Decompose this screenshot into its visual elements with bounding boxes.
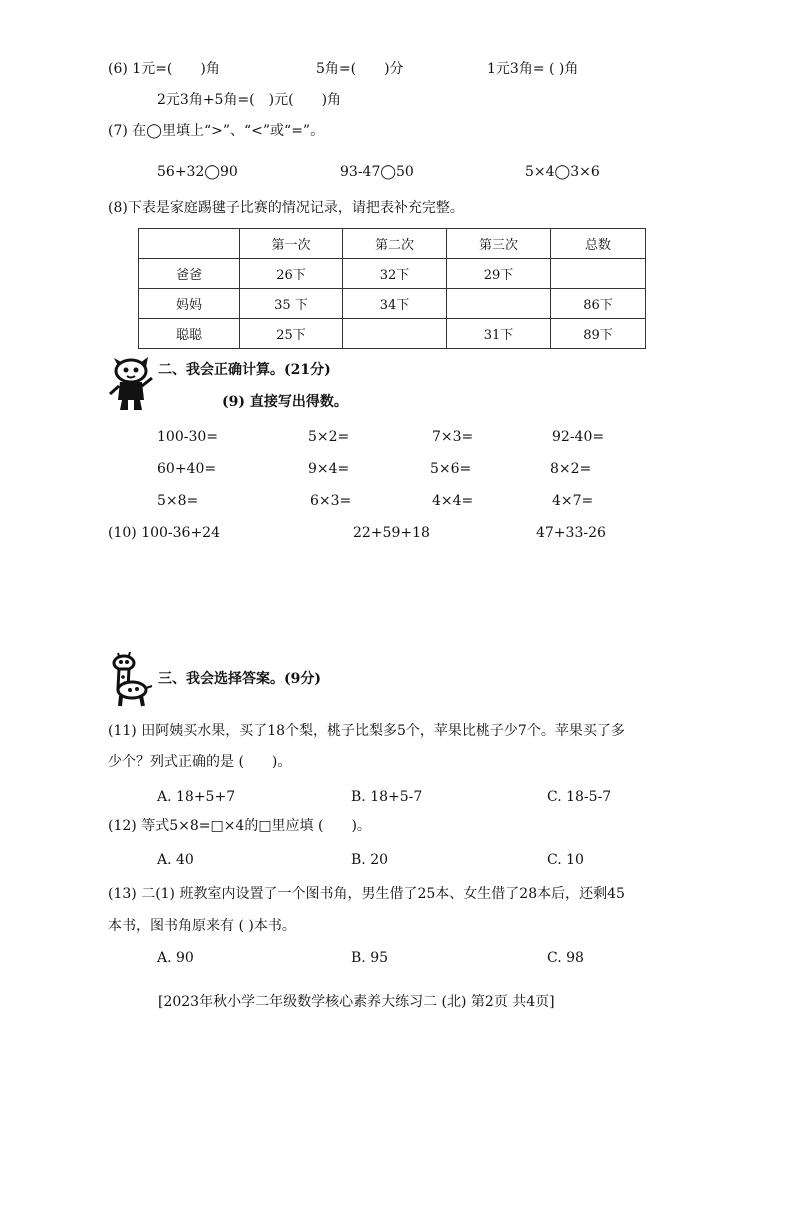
q7-part-c: 5×4◯3×6 <box>525 164 600 180</box>
table-cell: 35 下 <box>240 289 343 319</box>
table-cell: 32下 <box>343 259 447 289</box>
q13-option-a: A. 90 <box>157 950 194 966</box>
q9-item: 5×2= <box>308 429 350 445</box>
table-row <box>139 289 646 319</box>
q12-text: (12) 等式5×8=□×4的□里应填 ( )。 <box>108 818 371 834</box>
table-cell: 34下 <box>343 289 447 319</box>
q7-part-a: 56+32◯90 <box>157 164 238 180</box>
q12-option-b: B. 20 <box>351 852 389 868</box>
q13-line2: 本书，图书角原来有 ( )本书。 <box>108 918 296 934</box>
section3-title: 三、我会选择答案。(9分) <box>158 671 321 687</box>
table-cell-blank[interactable] <box>343 319 447 349</box>
table-cell: 29下 <box>447 259 551 289</box>
q11-option-a: A. 18+5+7 <box>157 789 236 805</box>
table-header-cell <box>139 229 240 259</box>
q9-item: 4×7= <box>552 493 594 509</box>
q6-part-b: 5角=( )分 <box>316 61 404 77</box>
cartoon-giraffe-icon <box>108 650 154 708</box>
table-cell: 妈妈 <box>139 289 240 319</box>
q9-item: 9×4= <box>308 461 350 477</box>
table-cell: 86下 <box>551 289 646 319</box>
q9-item: 6×3= <box>310 493 352 509</box>
table-cell: 聪聪 <box>139 319 240 349</box>
q8-title: (8)下表是家庭踢毽子比赛的情况记录，请把表补充完整。 <box>108 200 464 216</box>
q11-option-b: B. 18+5-7 <box>351 789 423 805</box>
table-header-cell: 第一次 <box>240 229 343 259</box>
q6-part-c: 1元3角= ( )角 <box>487 61 579 77</box>
cartoon-cat-icon <box>106 356 154 414</box>
table-header-cell: 第二次 <box>343 229 447 259</box>
q13-line1: (13) 二(1) 班教室内设置了一个图书角，男生借了25本、女生借了28本后，还剩45 <box>108 886 625 902</box>
q7-title: (7) 在◯里填上“>”、“<”或“=”。 <box>108 123 325 139</box>
q9-item: 5×8= <box>157 493 199 509</box>
table-cell: 31下 <box>447 319 551 349</box>
q10-part-c: 47+33-26 <box>536 525 606 541</box>
table-cell: 爸爸 <box>139 259 240 289</box>
q11-option-c: C. 18-5-7 <box>547 789 612 805</box>
q9-item: 92-40= <box>552 429 605 445</box>
q9-title: (9) 直接写出得数。 <box>222 394 348 410</box>
page-footer: [2023年秋小学二年级数学核心素养大练习二 (北) 第2页 共4页] <box>158 994 555 1010</box>
table-cell: 89下 <box>551 319 646 349</box>
q6-part-d: 2元3角+5角=( )元( )角 <box>157 92 342 108</box>
q11-line2: 少个？列式正确的是 ( )。 <box>108 754 292 770</box>
q12-option-c: C. 10 <box>547 852 584 868</box>
table-header-row <box>139 229 646 259</box>
q9-item: 7×3= <box>432 429 474 445</box>
table-cell-blank[interactable] <box>551 259 646 289</box>
table-row <box>139 319 646 349</box>
q9-item: 4×4= <box>432 493 474 509</box>
q13-option-c: C. 98 <box>547 950 584 966</box>
section2-title: 二、我会正确计算。(21分) <box>158 362 331 378</box>
q11-line1: (11) 田阿姨买水果，买了18个梨，桃子比梨多5个，苹果比桃子少7个。苹果买了多 <box>108 723 625 739</box>
q9-item: 8×2= <box>550 461 592 477</box>
table-cell: 25下 <box>240 319 343 349</box>
q7-part-b: 93-47◯50 <box>340 164 414 180</box>
table-header-cell: 第三次 <box>447 229 551 259</box>
q13-option-b: B. 95 <box>351 950 389 966</box>
table-cell-blank[interactable] <box>447 289 551 319</box>
table-header-cell: 总数 <box>551 229 646 259</box>
q9-item: 60+40= <box>157 461 217 477</box>
q10-part-b: 22+59+18 <box>353 525 430 541</box>
q9-item: 100-30= <box>157 429 218 445</box>
q10-part-a: (10) 100-36+24 <box>108 525 220 541</box>
q9-item: 5×6= <box>430 461 472 477</box>
q6-part-a: (6) 1元=( )角 <box>108 61 220 77</box>
kick-record-table <box>138 228 646 349</box>
table-cell: 26下 <box>240 259 343 289</box>
q12-option-a: A. 40 <box>157 852 194 868</box>
table-row <box>139 259 646 289</box>
